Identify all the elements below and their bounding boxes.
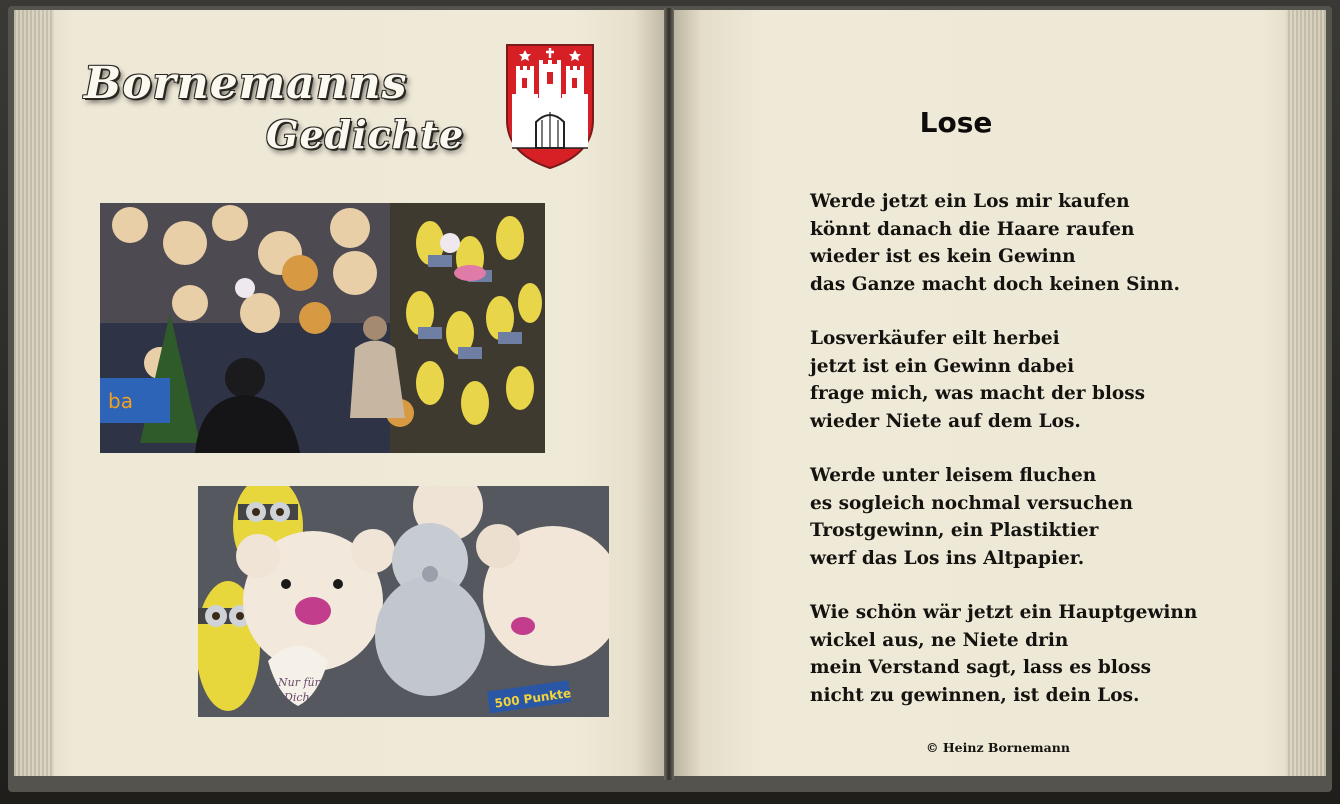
poem-title: Lose (919, 106, 993, 139)
svg-text:ba: ba (108, 389, 133, 413)
svg-text:500 Punkte: 500 Punkte (493, 686, 572, 711)
book-spine (664, 8, 674, 780)
fair-booth-photo (100, 203, 545, 453)
page-edges-left (14, 10, 54, 776)
poem-line: wieder ist es kein Gewinn (810, 246, 1076, 267)
brand-title-line1: Bornemanns (84, 58, 408, 109)
poem-line: wieder Niete auf dem Los. (810, 410, 1081, 432)
svg-text:Dich ♡: Dich ♡ (284, 691, 323, 704)
poem-line: es sogleich nochmal versuchen (810, 492, 1133, 514)
svg-text:Nur für: Nur für (278, 676, 320, 689)
poem-stanza (810, 462, 1230, 572)
poem-stanza (810, 599, 1230, 709)
poem-line: könnt danach die Haare raufen (810, 218, 1135, 240)
copyright-notice: © Heinz Bornemann (926, 740, 1070, 755)
page-edges-right (1286, 10, 1326, 776)
poem-line: wickel aus, ne Niete drin (810, 629, 1069, 651)
poem-stanza (810, 188, 1230, 298)
poem-line: Trostgewinn, ein Plastiktier (810, 520, 1099, 541)
poem-line: frage mich, was macht der bloss (810, 383, 1146, 404)
poem-line: das Ganze macht doch keinen Sinn. (810, 273, 1180, 295)
poem-line: Werde unter leisem fluchen (810, 465, 1097, 486)
poem-line: Wie schön wär jetzt ein Hauptgewinn (810, 602, 1198, 623)
poem-line: mein Verstand sagt, lass es bloss (810, 657, 1152, 678)
brand-title-line2: Gedichte (266, 112, 465, 157)
poem-line: jetzt ist ein Gewinn dabei (810, 355, 1075, 377)
teddy-bears-photo (198, 486, 609, 717)
poem-line: Werde jetzt ein Los mir kaufen (810, 191, 1130, 212)
poem-line: werf das Los ins Altpapier. (810, 547, 1085, 569)
poem-stanza (810, 325, 1230, 435)
hamburg-crest-icon (504, 42, 596, 170)
poem-line: nicht zu gewinnen, ist dein Los. (810, 684, 1140, 706)
poem-line: Losverkäufer eilt herbei (810, 328, 1060, 349)
